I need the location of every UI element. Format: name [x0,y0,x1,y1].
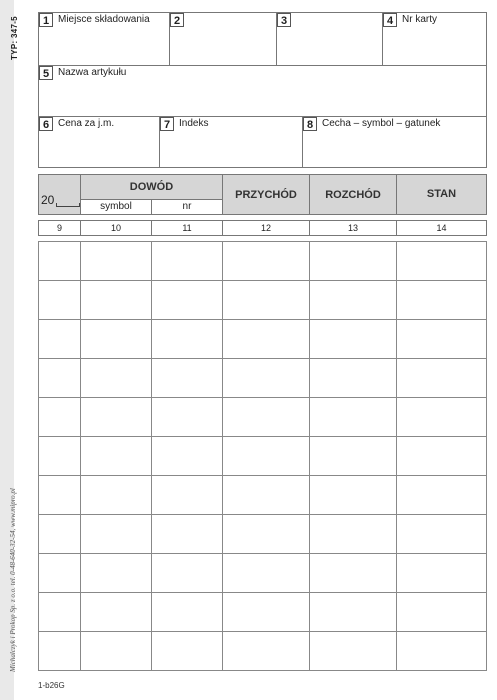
table-cell[interactable] [309,592,397,632]
table-cell[interactable] [396,475,487,515]
stan-label: STAN [426,188,457,200]
table-cell[interactable] [151,241,223,281]
table-cell[interactable] [396,358,487,398]
table-cell[interactable] [80,319,152,359]
table-cell[interactable] [151,280,223,320]
table-cell[interactable] [222,631,310,671]
table-cell[interactable] [38,319,81,359]
table-cell[interactable] [80,514,152,554]
table-cell[interactable] [222,514,310,554]
field-card-number[interactable] [382,12,487,66]
dowod-label: DOWÓD [129,181,174,193]
table-cell[interactable] [396,241,487,281]
table-cell[interactable] [38,475,81,515]
field-3[interactable] [276,12,383,66]
year-prefix: 20 [41,193,55,207]
stan-header [396,174,487,215]
field-label: Nr karty [402,14,437,25]
table-cell[interactable] [309,514,397,554]
table-cell[interactable] [80,553,152,593]
field-storage-location[interactable] [38,12,170,66]
field-2[interactable] [169,12,277,66]
table-cell[interactable] [309,358,397,398]
field-unit-price[interactable] [38,116,160,168]
table-cell[interactable] [151,553,223,593]
table-cell[interactable] [309,631,397,671]
date-fill-line [56,203,80,207]
table-cell[interactable] [151,397,223,437]
table-cell[interactable] [309,436,397,476]
field-label: Cecha – symbol – gatunek [322,118,441,129]
table-cell[interactable] [151,358,223,398]
publisher-label: Michalczyk i Prokop Sp. z o.o. tel. 0-48-640-32-54, www.mipro.pl [9,488,17,672]
table-cell[interactable] [151,436,223,476]
table-cell[interactable] [396,592,487,632]
field-number: 5 [39,66,53,80]
field-number: 7 [160,117,174,131]
przychod-label: PRZYCHÓD [235,189,297,201]
table-cell[interactable] [396,280,487,320]
table-cell[interactable] [396,553,487,593]
table-cell[interactable] [80,358,152,398]
table-cell[interactable] [309,475,397,515]
table-cell[interactable] [38,631,81,671]
table-cell[interactable] [396,397,487,437]
table-cell[interactable] [80,592,152,632]
dowod-header [80,174,223,200]
field-number: 2 [170,13,184,27]
column-number: 12 [222,220,310,236]
form-type-label: TYP: 347-5 [10,16,19,60]
table-cell[interactable] [222,475,310,515]
table-cell[interactable] [38,553,81,593]
table-cell[interactable] [222,358,310,398]
table-cell[interactable] [80,436,152,476]
table-cell[interactable] [222,553,310,593]
table-cell[interactable] [38,358,81,398]
table-cell[interactable] [151,631,223,671]
przychod-header [222,174,310,215]
table-cell[interactable] [396,319,487,359]
field-feature-symbol-grade[interactable] [302,116,487,168]
field-number: 8 [303,117,317,131]
table-cell[interactable] [396,436,487,476]
table-cell[interactable] [222,280,310,320]
table-cell[interactable] [80,241,152,281]
table-cell[interactable] [151,592,223,632]
table-cell[interactable] [38,280,81,320]
table-cell[interactable] [38,592,81,632]
column-number: 11 [151,220,223,236]
table-cell[interactable] [396,514,487,554]
table-cell[interactable] [151,319,223,359]
symbol-label: symbol [100,201,132,212]
table-cell[interactable] [38,514,81,554]
table-cell[interactable] [38,241,81,281]
table-cell[interactable] [309,397,397,437]
column-number: 14 [396,220,487,236]
table-cell[interactable] [309,280,397,320]
table-cell[interactable] [151,514,223,554]
table-cell[interactable] [222,241,310,281]
column-number: 10 [80,220,152,236]
field-label: Nazwa artykułu [58,67,127,78]
field-label: Cena za j.m. [58,118,115,129]
table-cell[interactable] [80,475,152,515]
field-number: 4 [383,13,397,27]
table-cell[interactable] [396,631,487,671]
field-article-name[interactable] [38,65,487,117]
table-cell[interactable] [80,280,152,320]
form-code: 1-b26G [38,681,65,690]
table-cell[interactable] [151,475,223,515]
table-cell[interactable] [222,397,310,437]
field-label: Miejsce składowania [58,14,150,25]
field-number: 1 [39,13,53,27]
field-label: Indeks [179,118,209,129]
nr-subheader [151,199,223,215]
table-cell[interactable] [38,397,81,437]
rozchod-label: ROZCHÓD [325,189,381,201]
table-cell[interactable] [38,436,81,476]
rozchod-header [309,174,397,215]
table-cell[interactable] [222,436,310,476]
table-cell[interactable] [309,553,397,593]
field-index[interactable] [159,116,303,168]
symbol-subheader [80,199,152,215]
field-number: 6 [39,117,53,131]
table-cell[interactable] [222,592,310,632]
table-cell[interactable] [222,319,310,359]
table-cell[interactable] [309,241,397,281]
column-number: 9 [38,220,81,236]
column-number: 13 [309,220,397,236]
nr-label: nr [182,201,192,212]
table-cell[interactable] [80,631,152,671]
table-cell[interactable] [309,319,397,359]
date-header [38,174,81,215]
field-number: 3 [277,13,291,27]
table-cell[interactable] [80,397,152,437]
